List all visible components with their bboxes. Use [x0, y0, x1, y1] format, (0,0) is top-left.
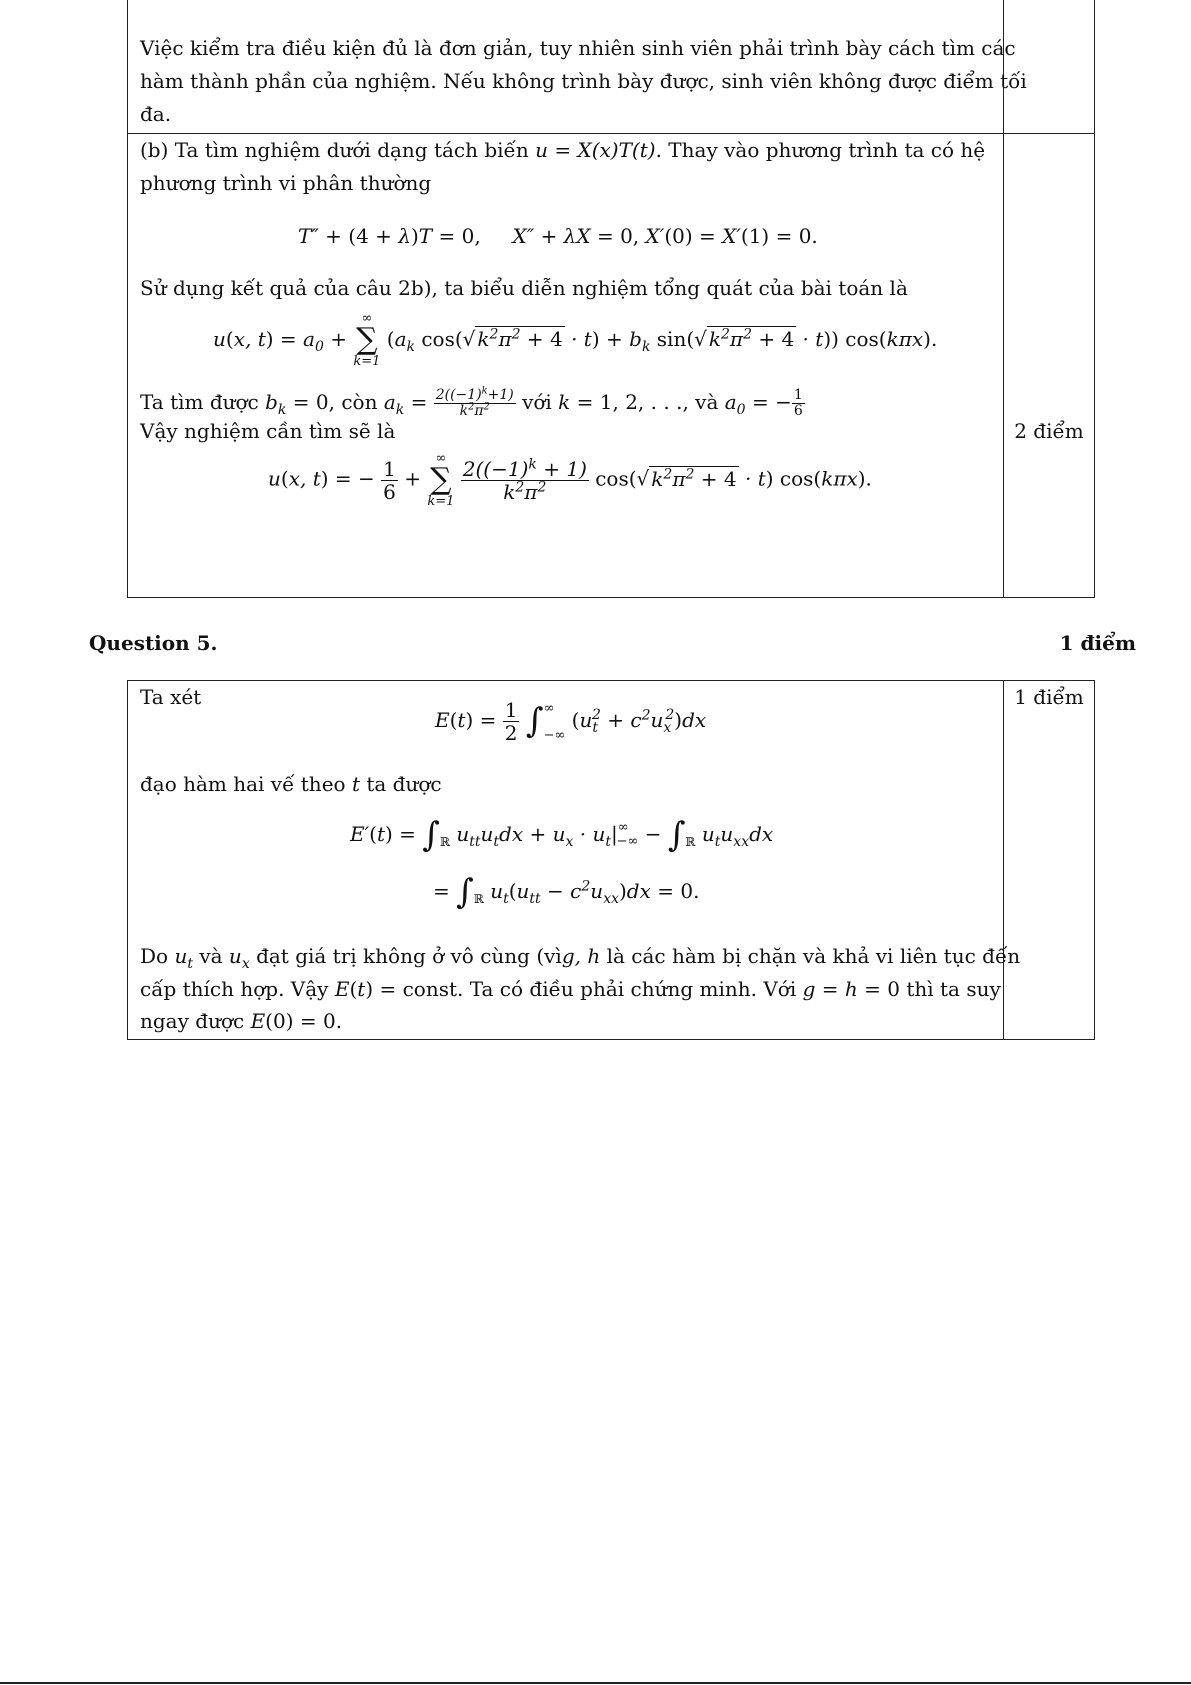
block-sufficiency-note	[127, 0, 1095, 134]
question-5-cell-score: 1 điểm	[1014, 685, 1084, 709]
separation-formula: u = X(x)T(t)	[535, 138, 656, 162]
part-b-intro-line-1: (b) Ta tìm nghiệm dưới dạng tách biến u = X(x)T(t). Thay vào phương trình ta có hệ	[140, 138, 986, 162]
conclusion-line-1: Do $u_t$ và $u_x$ đạt giá trị không ở vô cùng (vìg, h là các hàm bị chặn và khả vi liên tục đến	[140, 944, 1021, 972]
consider-line: Ta xét	[140, 685, 202, 709]
bottom-rule	[0, 1682, 1191, 1684]
energy-derivative-equation-2: = $\int_ℝ$ $u_t(u_{tt} - c^2u_{xx})dx = 0$.	[433, 872, 700, 912]
note-line-2: hàm thành phần của nghiệm. Nếu không trình bày được, sinh viên không được điểm tối	[140, 69, 1027, 93]
general-solution-equation: u(x, $t) = a_0$ + ∞ ∑ k=1 ($a_k$ cos(√ $k^2\pi^2 + 4 \cdot t) + b_k$ sin(√ $k^2\pi^2 + 4 \cdot t$)) cos(kπx).	[213, 311, 938, 369]
energy-derivative-equation-1: $E'(t) = \int_ℝ$ $u_{tt}u_tdx + u_x \cdot u_t|^\infty_{-\infty} - \int_ℝ$ $u_tu_{xx}dx$	[350, 815, 774, 855]
note-cell	[128, 0, 1027, 133]
part-b-score-cell	[1004, 134, 1094, 597]
question-5-title: Question 5.	[89, 631, 218, 655]
part-b-intro-line-2: phương trình vi phân thường	[140, 171, 432, 195]
final-solution-equation: u(x, t) = − $\frac{1}{6}$ + ∞ ∑ k=1 $\frac{2((-1)^k + 1)}{k^2\pi^2}$ cos(√ $k^2\pi^2 + 4 \cdot t$) cos(kπx).	[268, 451, 872, 509]
note-line-3: đa.	[140, 102, 172, 126]
question-5-score: 1 điểm	[1059, 631, 1136, 655]
ode-system-equation: T″ + (4 + λ)T = 0, X″ + λX = 0, X′(0) = X′(1) = 0.	[298, 224, 818, 248]
block-part-b	[127, 133, 1095, 598]
question-5-score-cell	[1004, 681, 1094, 1039]
block-question-5	[127, 680, 1095, 1040]
coefficients-line: Ta tìm được $b_k = 0$, còn $a_k$ = $\frac{2((-1)^k+1)}{k^2\pi^2}$ với k = 1, 2, . . ., và $a_0$ = − $\frac{1}{6}$	[140, 384, 803, 419]
conclusion-line-3: ngay được E(0) = 0.	[140, 1009, 343, 1033]
part-b-score: 2 điểm	[1014, 419, 1084, 443]
part-b-content	[128, 134, 1004, 597]
note-line-1: Việc kiểm tra điều kiện đủ là đơn giản, tuy nhiên sinh viên phải trình bày cách tìm các	[140, 36, 1016, 60]
energy-definition-equation: E(t) = $\frac{1}{2}$ ∫ ∞ −∞ $(u_t^2 + c^2u_x^2)dx$	[435, 698, 707, 745]
conclusion-line-2: cấp thích hợp. Vậy E(t) = const. Ta có điều phải chứng minh. Với g = h = 0 thì ta suy	[140, 977, 1001, 1001]
part-b-result-line: Sử dụng kết quả của câu 2b), ta biểu diễn nghiệm tổng quát của bài toán là	[140, 276, 908, 300]
conclusion-line: Vậy nghiệm cần tìm sẽ là	[140, 419, 396, 443]
question-5-content	[128, 681, 1021, 1039]
derive-line: đạo hàm hai vế theo t ta được	[140, 772, 442, 796]
